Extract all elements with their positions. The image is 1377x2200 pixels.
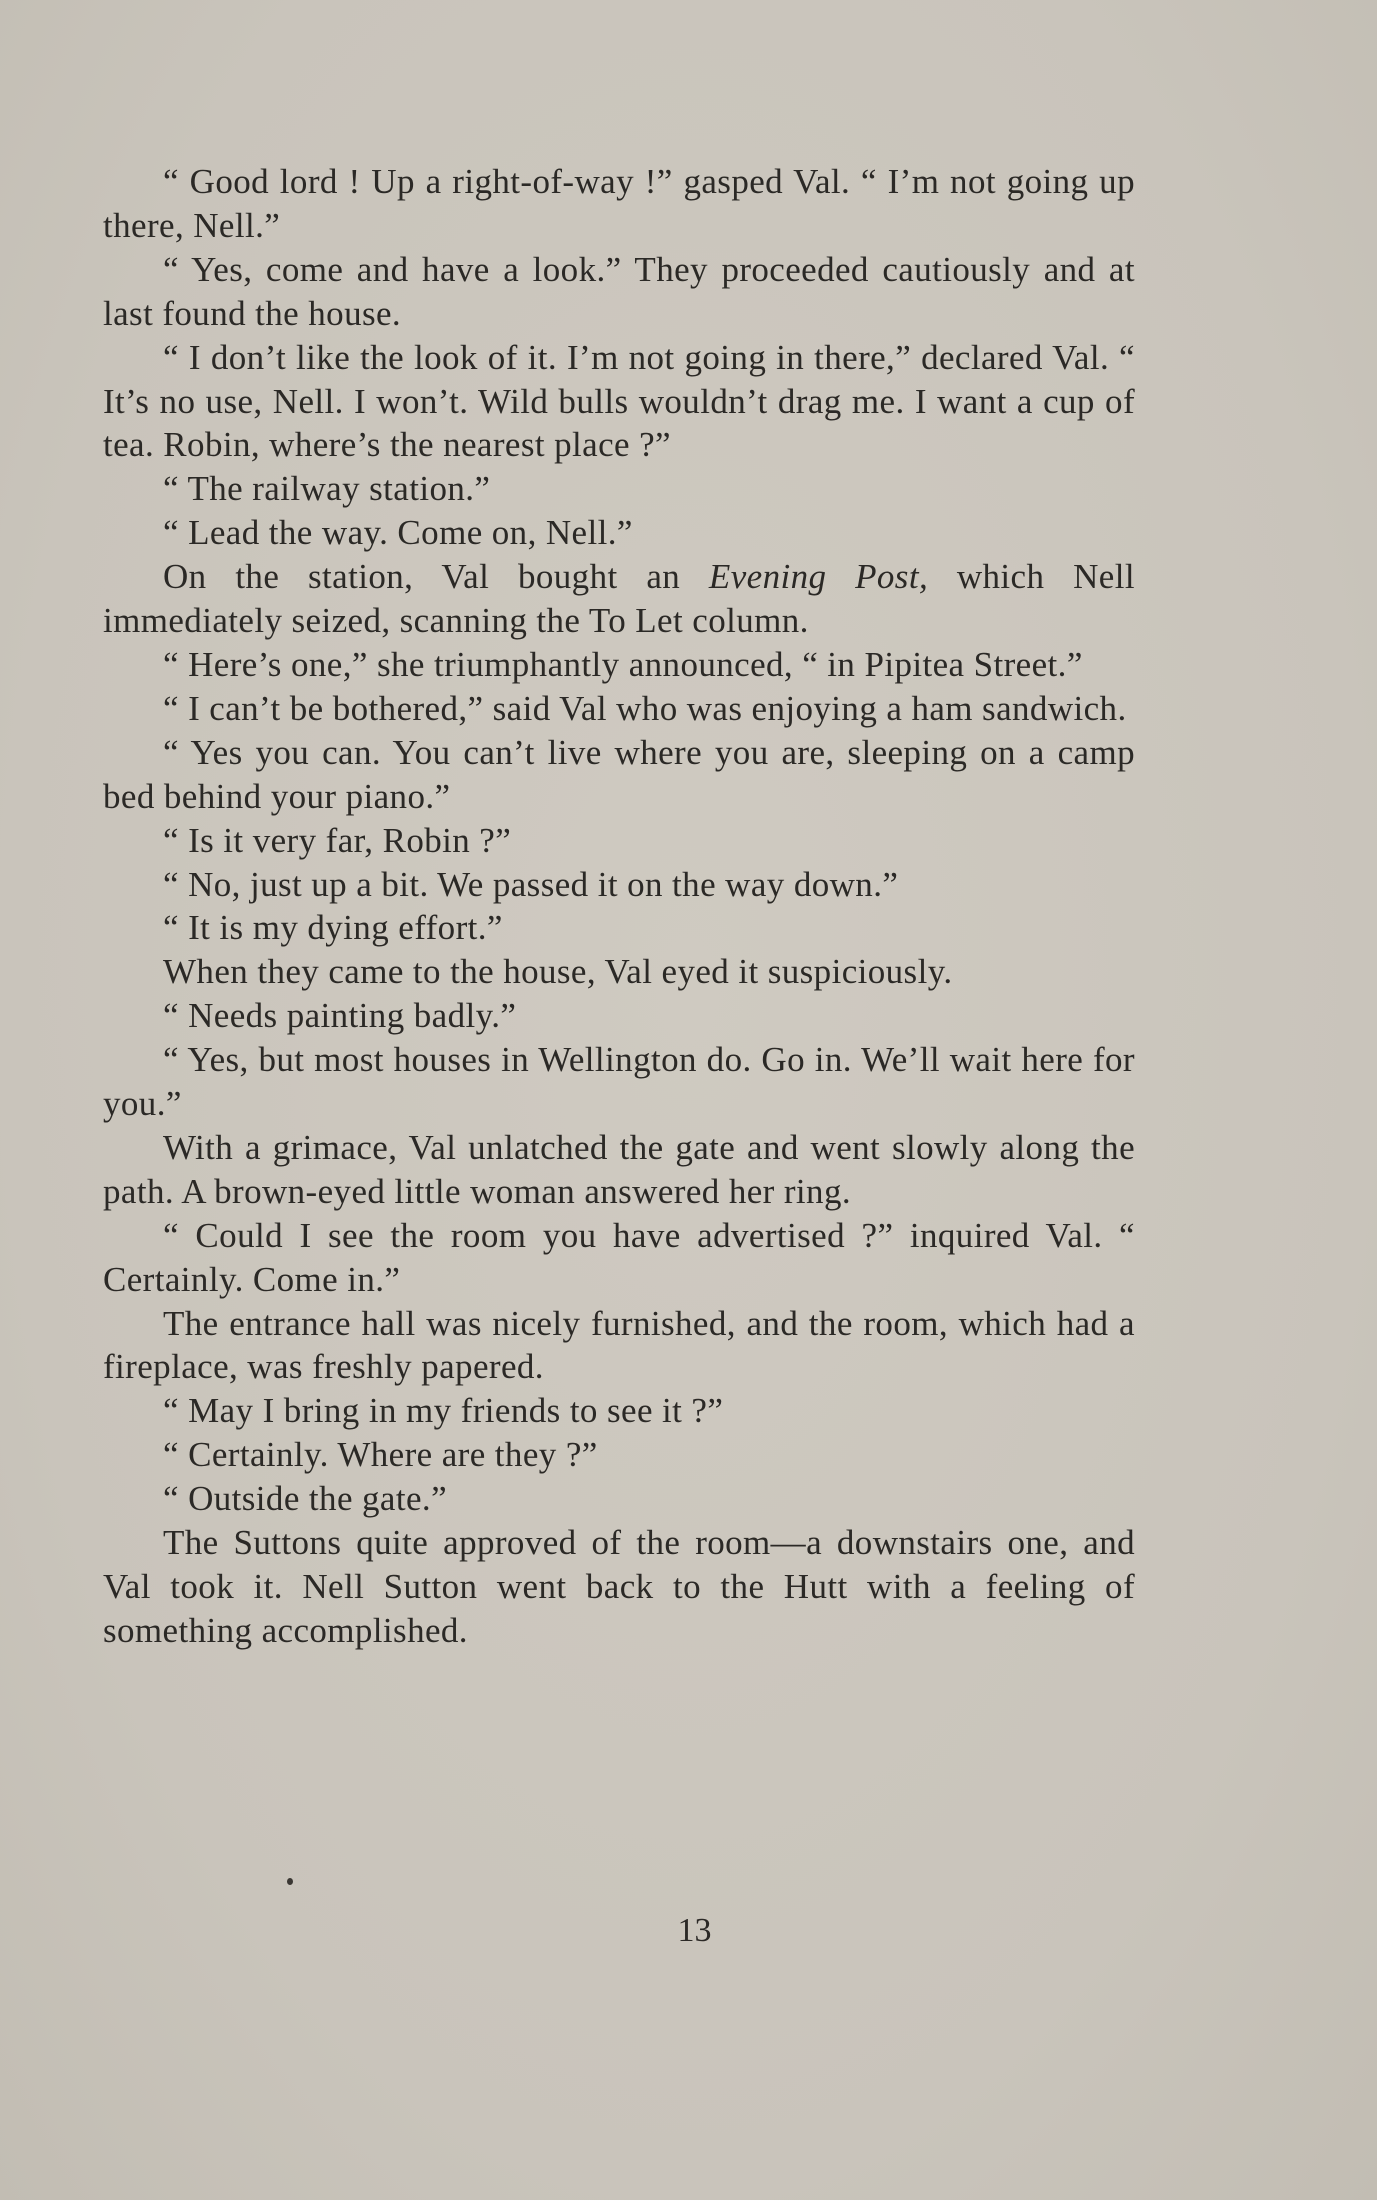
paragraph: “ Certainly. Where are they ?”: [163, 1435, 598, 1475]
paragraph: “ Could I see the room you have advertised ?” inquired Val. “ Certainly. Come in.”: [103, 1215, 1135, 1299]
paragraph: “ I can’t be bothered,” said Val who was enjoying a ham sandwich.: [163, 688, 1127, 728]
paragraph: “ Outside the gate.”: [163, 1479, 448, 1519]
paragraph: “ Good lord ! Up a right-of-way !” gasped Val. “ I’m not going up there, Nell.”: [103, 162, 1135, 245]
paragraph: The Suttons quite approved of the room—a downstairs one, and Val took it. Nell Sutton went back to the Hutt with a feeling of something accomplished.: [103, 1523, 1135, 1650]
paragraph: The entrance hall was nicely furnished, and the room, which had a fireplace, was freshly papered.: [103, 1303, 1135, 1387]
paragraph: “ Lead the way. Come on, Nell.”: [163, 513, 633, 553]
paragraph: With a grimace, Val unlatched the gate and went slowly along the path. A brown-eyed little woman answered her ring.: [103, 1127, 1135, 1211]
paragraph: When they came to the house, Val eyed it suspiciously.: [163, 952, 953, 992]
paragraph: “ Yes, but most houses in Wellington do. Go in. We’ll wait here for you.”: [103, 1040, 1135, 1124]
paragraph: “ It is my dying effort.”: [163, 908, 503, 948]
paragraph: “ Yes you can. You can’t live where you are, sleeping on a camp bed behind your piano.”: [103, 732, 1135, 816]
newspaper-title: Evening Post,: [708, 557, 929, 597]
paragraph: On the station, Val bought an Evening Post, which Nell immediately seized, scanning the To Let column.: [103, 557, 1135, 641]
paragraph: “ Yes, come and have a look.” They proceeded cautiously and at last found the house.: [103, 249, 1135, 333]
page-number: 13: [677, 1912, 712, 1949]
paragraph: “ I don’t like the look of it. I’m not going in there,” declared Val. “ It’s no use, Nell. I won’t. Wild bulls wouldn’t drag me. I want a cup of tea. Robin, where’s the nearest place ?”: [103, 337, 1135, 465]
ink-speck: [287, 1878, 293, 1885]
paragraph: “ Here’s one,” she triumphantly announced, “ in Pipitea Street.”: [163, 644, 1083, 684]
paragraph: “ The railway station.”: [163, 469, 491, 509]
paragraph: “ Is it very far, Robin ?”: [163, 820, 512, 860]
paragraph: “ Needs painting badly.”: [163, 996, 517, 1036]
body-text: [103, 160, 1135, 1653]
paragraph: “ May I bring in my friends to see it ?”: [163, 1391, 724, 1431]
paragraph: “ No, just up a bit. We passed it on the way down.”: [163, 864, 899, 904]
